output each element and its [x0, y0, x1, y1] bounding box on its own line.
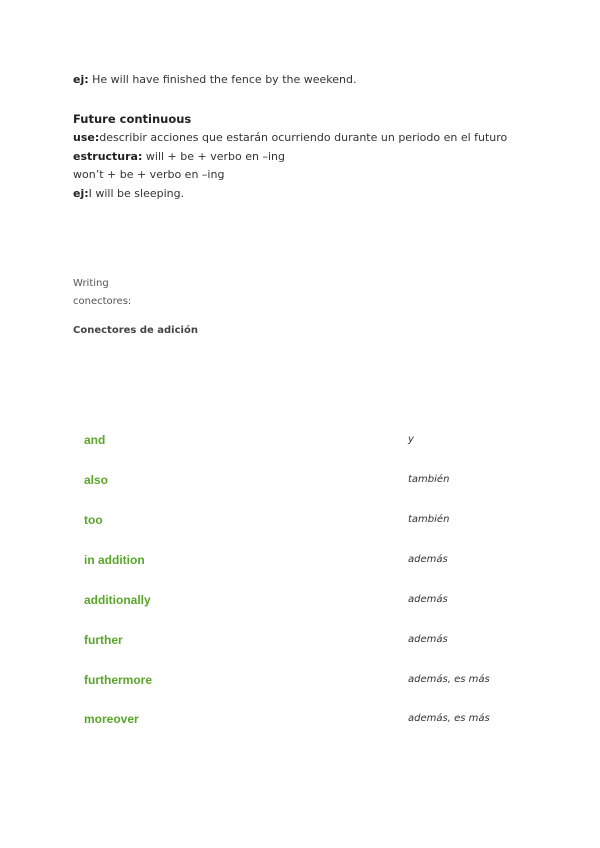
structure-line — [73, 150, 285, 164]
example-text: He will have finished the fence by the weekend. — [88, 73, 357, 86]
connector-translation: también — [408, 514, 450, 525]
future-example-label: ej: — [73, 187, 89, 200]
connector-row — [84, 433, 524, 449]
example-label: ej: — [73, 73, 89, 86]
structure-label: estructura: — [73, 150, 143, 163]
connector-row — [84, 473, 524, 489]
connector-translation: además — [408, 594, 448, 605]
section-title-addition-connectors: Conectores de adición — [73, 325, 198, 336]
connector-translation: además, es más — [408, 713, 490, 724]
use-text: describir acciones que estarán ocurriendo durante un periodo en el futuro — [99, 131, 508, 144]
section-title-future-continuous: Future continuous — [73, 112, 192, 126]
connector-row — [84, 553, 524, 569]
future-example-text: I will be sleeping. — [88, 187, 185, 200]
connector-term: in addition — [84, 553, 145, 567]
connector-translation: además, es más — [408, 674, 490, 685]
writing-title: Writing — [73, 278, 109, 289]
future-example-line — [73, 187, 184, 201]
connector-translation: también — [408, 474, 450, 485]
connector-term: furthermore — [84, 673, 153, 687]
connector-row — [84, 673, 524, 689]
connector-term: additionally — [84, 593, 151, 607]
connector-row — [84, 712, 524, 728]
connector-term: further — [84, 633, 123, 647]
connector-translation: además — [408, 554, 448, 565]
connector-row — [84, 633, 524, 649]
writing-subtitle: conectores: — [73, 296, 132, 307]
connector-translation: y — [408, 434, 414, 445]
connector-term: also — [84, 473, 109, 487]
example-line — [73, 73, 356, 87]
connector-translation: además — [408, 634, 448, 645]
use-label: use: — [73, 131, 100, 144]
connector-term: and — [84, 433, 106, 447]
connector-term: moreover — [84, 712, 139, 726]
connector-row — [84, 593, 524, 609]
connector-term: too — [84, 513, 103, 527]
negative-structure: won’t + be + verbo en –ing — [73, 168, 225, 181]
structure-text: will + be + verbo en –ing — [142, 150, 285, 163]
connector-row — [84, 513, 524, 529]
use-line — [73, 131, 507, 145]
